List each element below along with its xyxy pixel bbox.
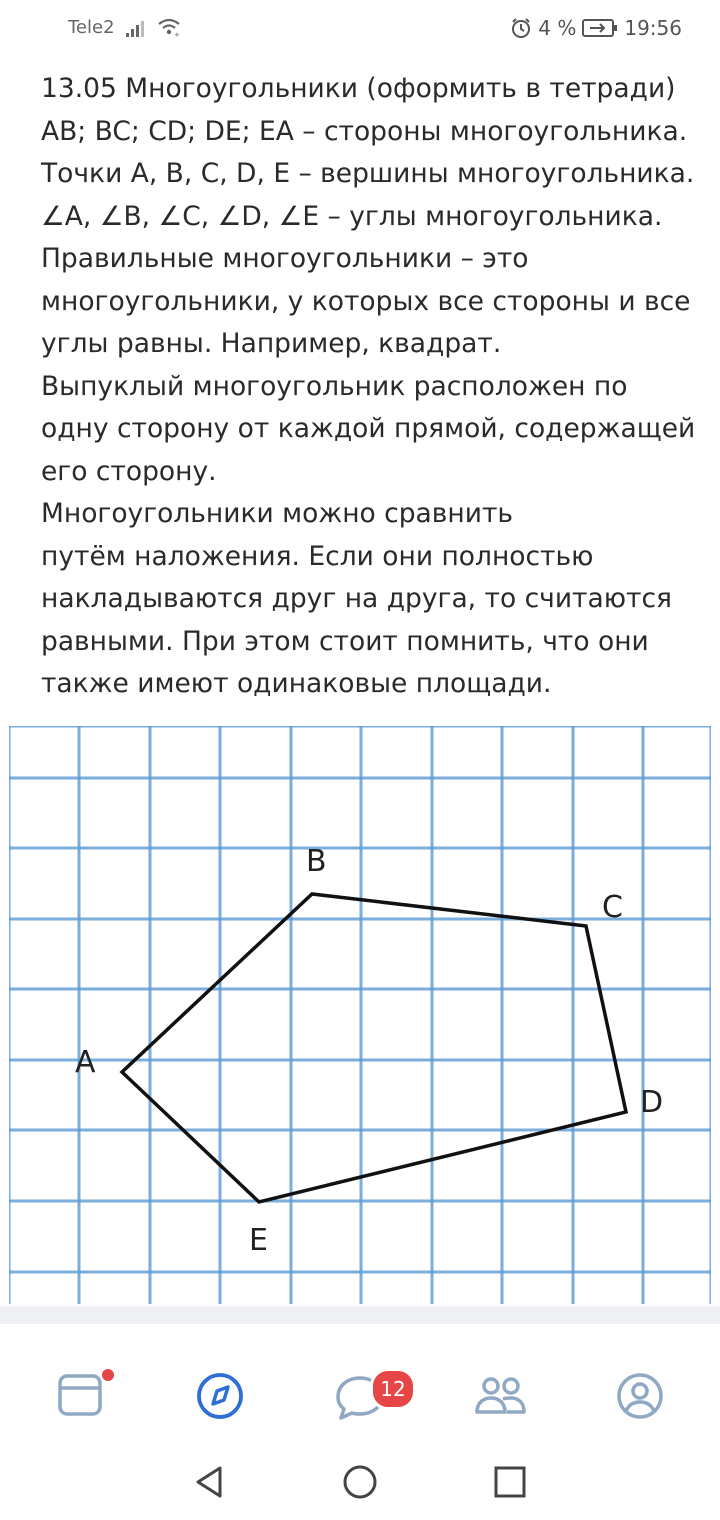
clock: 19:56: [624, 16, 682, 40]
profile-icon: [610, 1364, 670, 1424]
discover-icon: [190, 1364, 250, 1424]
recents-icon[interactable]: [488, 1460, 532, 1504]
text-line: ∠A, ∠B, ∠C, ∠D, ∠E – углы многоугольника.: [41, 200, 663, 232]
text-line: накладываются друг на друга, то считаются: [41, 583, 672, 614]
feed-divider: [0, 1306, 720, 1324]
svg-text:+: +: [174, 31, 180, 38]
text-line: 13.05 Многоугольники (оформить в тетради): [41, 73, 676, 104]
vertex-label-e: E: [249, 1223, 268, 1258]
text-line: Точки A, B, C, D, E – вершины многоугольника.: [41, 158, 695, 189]
system-nav: [0, 1444, 720, 1520]
wifi-icon: [156, 16, 182, 38]
text-line: многоугольники, у которых все стороны и все: [41, 285, 691, 317]
text-line: равными. При этом стоит помнить, что они: [41, 625, 649, 657]
friends-icon: [470, 1364, 530, 1424]
signal-icon: [124, 17, 154, 39]
text-line: его сторону.: [41, 455, 217, 487]
feed-notification-dot: [102, 1369, 114, 1381]
nav-discover[interactable]: [190, 1364, 250, 1424]
vertex-label-a: A: [75, 1045, 96, 1080]
battery-percent: 4 %: [538, 16, 577, 40]
text-line: Многоугольники можно сравнить: [41, 498, 514, 529]
lesson-text: [41, 68, 701, 706]
post-content: [0, 56, 720, 1306]
polygon-figure[interactable]: [9, 726, 711, 1304]
text-line: Правильные многоугольники – это: [41, 243, 529, 274]
text-line: Выпуклый многоугольник расположен по: [41, 370, 628, 402]
nav-friends[interactable]: [470, 1364, 530, 1424]
carrier-name: Tele2: [68, 17, 115, 38]
battery-charging-icon: [582, 18, 618, 38]
status-right: [510, 15, 682, 41]
polygon-abcde: [122, 894, 626, 1202]
feed-icon: [50, 1364, 110, 1424]
alarm-icon: [510, 17, 532, 39]
bottom-nav: [0, 1324, 720, 1444]
vertex-label-c: C: [602, 890, 623, 925]
back-icon[interactable]: [188, 1460, 232, 1504]
nav-profile[interactable]: [610, 1364, 670, 1424]
vertex-label-b: B: [306, 844, 327, 879]
text-line: также имеют одинаковые площади.: [41, 668, 552, 699]
text-line: путём наложения. Если они полностью: [41, 540, 594, 572]
messages-badge: 12: [370, 1368, 416, 1410]
home-icon[interactable]: [338, 1460, 382, 1504]
nav-feed[interactable]: [50, 1364, 110, 1424]
text-line: углы равны. Например, квадрат.: [41, 328, 502, 359]
status-bar: [0, 0, 720, 56]
text-line: одну сторону от каждой прямой, содержащей: [41, 413, 696, 444]
vertex-label-d: D: [640, 1085, 664, 1120]
text-line: AB; BC; CD; DE; EA – стороны многоугольника.: [41, 115, 688, 147]
